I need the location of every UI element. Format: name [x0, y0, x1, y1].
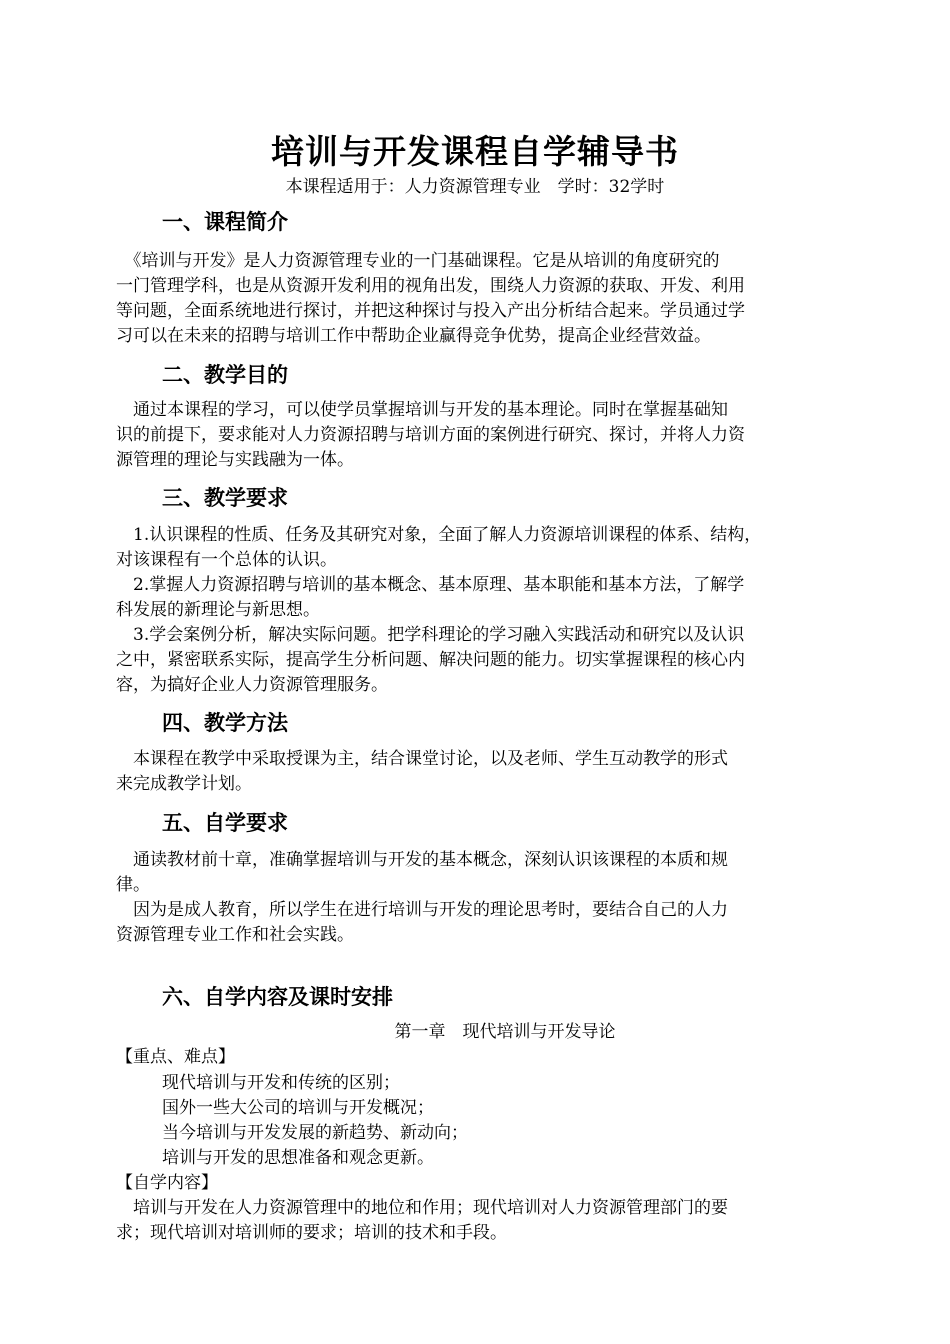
- paragraph-line: 律。: [116, 875, 150, 895]
- paragraph-line: 求；现代培训对培训师的要求；培训的技术和手段。: [116, 1223, 507, 1243]
- paragraph-line: 因为是成人教育，所以学生在进行培训与开发的理论思考时，要结合自己的人力: [116, 900, 728, 920]
- key-point-item: 现代培训与开发和传统的区别；: [162, 1073, 400, 1093]
- paragraph-line: 来完成教学计划。: [116, 774, 252, 794]
- key-point-item: 培训与开发的思想准备和观念更新。: [162, 1148, 434, 1168]
- paragraph-line: 培训与开发在人力资源管理中的地位和作用；现代培训对人力资源管理部门的要: [116, 1198, 728, 1218]
- key-point-item: 当今培训与开发发展的新趋势、新动向；: [162, 1123, 468, 1143]
- paragraph-line: 科发展的新理论与新思想。: [116, 600, 320, 620]
- section-heading-intro: 一、课程简介: [162, 210, 288, 234]
- section-body-purpose: [116, 398, 836, 473]
- chapter-title: 第一章 现代培训与开发导论: [394, 1022, 616, 1042]
- paragraph-line: 习可以在未来的招聘与培训工作中帮助企业赢得竞争优势，提高企业经营效益。: [116, 326, 711, 346]
- section-body-intro: [116, 249, 836, 349]
- paragraph-line: 对该课程有一个总体的认识。: [116, 550, 337, 570]
- paragraph-line: 通读教材前十章，准确掌握培训与开发的基本概念，深刻认识该课程的本质和规: [116, 850, 728, 870]
- paragraph-line: 《培训与开发》是人力资源管理专业的一门基础课程。它是从培训的角度研究的: [116, 251, 720, 271]
- paragraph-line: 等问题，全面系统地进行探讨，并把这种探讨与投入产出分析结合起来。学员通过学: [116, 301, 745, 321]
- key-points-label: 【重点、难点】: [116, 1047, 235, 1067]
- section-heading-self-study: 五、自学要求: [162, 811, 288, 835]
- paragraph-line: 源管理的理论与实践融为一体。: [116, 450, 354, 470]
- section-heading-methods: 四、教学方法: [162, 711, 288, 735]
- content-label: 【自学内容】: [116, 1173, 218, 1193]
- paragraph-line: 资源管理专业工作和社会实践。: [116, 925, 354, 945]
- chapter-content: [116, 1196, 836, 1246]
- paragraph-line: 2.掌握人力资源招聘与培训的基本概念、基本原理、基本职能和基本方法，了解学: [116, 575, 745, 595]
- paragraph-line: 通过本课程的学习，可以使学员掌握培训与开发的基本理论。同时在掌握基础知: [116, 400, 728, 420]
- section-body-self-study: [116, 848, 836, 948]
- section-heading-schedule: 六、自学内容及课时安排: [162, 985, 393, 1009]
- document-title: 培训与开发课程自学辅导书: [271, 132, 679, 171]
- section-body-methods: [116, 747, 836, 797]
- paragraph-line: 1.认识课程的性质、任务及其研究对象，全面了解人力资源培训课程的体系、结构，: [116, 525, 762, 545]
- paragraph-line: 3.学会案例分析，解决实际问题。把学科理论的学习融入实践活动和研究以及认识: [116, 625, 745, 645]
- paragraph-line: 识的前提下，要求能对人力资源招聘与培训方面的案例进行研究、探讨，并将人力资: [116, 425, 745, 445]
- key-point-item: 国外一些大公司的培训与开发概况；: [162, 1098, 434, 1118]
- course-info: 本课程适用于：人力资源管理专业 学时：32学时: [285, 177, 665, 197]
- section-heading-requirements: 三、教学要求: [162, 486, 288, 510]
- section-heading-purpose: 二、教学目的: [162, 363, 288, 387]
- paragraph-line: 本课程在教学中采取授课为主，结合课堂讨论，以及老师、学生互动教学的形式: [116, 749, 728, 769]
- paragraph-line: 容，为搞好企业人力资源管理服务。: [116, 675, 388, 695]
- section-body-requirements: [116, 523, 836, 698]
- paragraph-line: 一门管理学科，也是从资源开发利用的视角出发，围绕人力资源的获取、开发、利用: [116, 276, 745, 296]
- paragraph-line: 之中，紧密联系实际，提高学生分析问题、解决问题的能力。切实掌握课程的核心内: [116, 650, 745, 670]
